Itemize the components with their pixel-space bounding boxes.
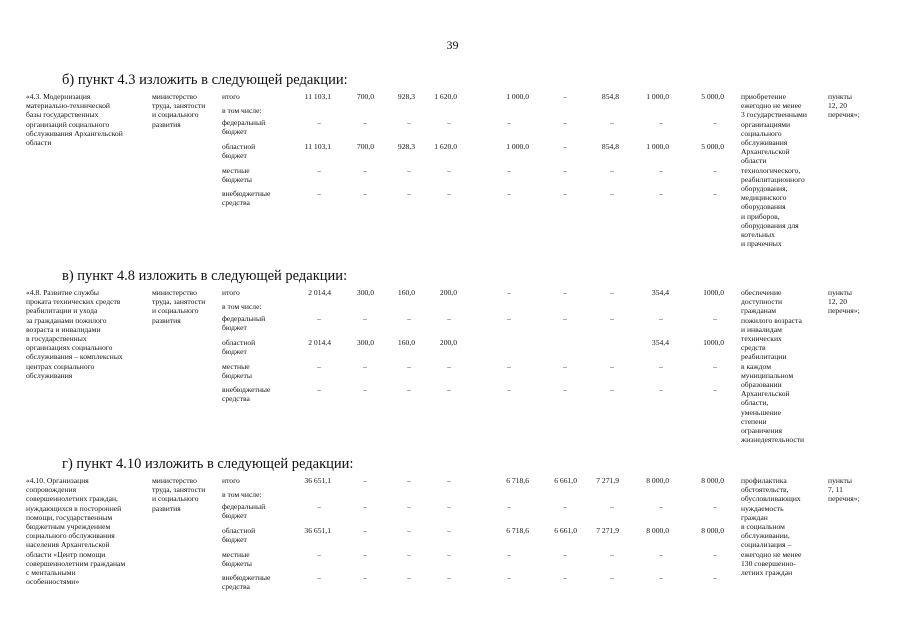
value-cell: – [563,288,567,297]
value-cell: – [610,118,614,127]
value-cell: 36 651,1 [304,526,331,535]
value-cell: – [610,166,614,175]
value-cell: 6 661,0 [554,476,577,485]
value-cell: – [317,118,321,127]
value-cell: – [563,573,567,582]
value-cell: – [563,166,567,175]
funding-source-label: внебюджетные средства [222,573,271,592]
value-cell: – [713,189,717,198]
value-cell: – [610,362,614,371]
funding-source-label: федеральный бюджет [222,502,266,521]
funding-source-label: федеральный бюджет [222,314,266,333]
value-cell: – [713,573,717,582]
value-cell: 6 718,6 [506,526,529,535]
section-heading: б) пункт 4.3 изложить в следующей редакции: [62,72,348,88]
value-cell: – [713,118,717,127]
funding-source-label: местные бюджеты [222,362,252,381]
value-cell: – [363,166,367,175]
expected-result: профилактика обстоятельств, обусловливающих нуждаемость граждан в социальном обслуживании, социализация – ежегодно не менее 130 совершенно- летних граждан [741,476,802,578]
value-cell: – [363,550,367,559]
executor: министерство труда, занятости и социального развития [152,92,206,129]
value-cell: – [610,573,614,582]
expected-result: приобретение ежегодно не менее 3 государственными организациями социального обслуживания Архангельской области технологического, реабилитационного оборудования, медицинского оборудования и приборов, оборудования для котельных и прачечных [741,92,807,249]
list-points: пункты 12, 20 перечня»; [828,92,860,120]
value-cell: – [317,314,321,323]
value-cell: – [610,189,614,198]
value-cell: – [317,502,321,511]
value-cell: – [317,573,321,582]
funding-source-label: итого [222,476,240,485]
value-cell: 8 000,0 [701,526,724,535]
value-cell: – [507,502,511,511]
section-heading: г) пункт 4.10 изложить в следующей редакции: [62,456,354,472]
value-cell: – [507,288,511,297]
value-cell: 1 620,0 [434,142,457,151]
value-cell: – [713,385,717,394]
value-cell: – [659,550,663,559]
value-cell: – [713,314,717,323]
value-cell: – [713,166,717,175]
value-cell: – [363,526,367,535]
value-cell: – [563,118,567,127]
value-cell: 854,8 [601,92,619,101]
value-cell: 700,0 [356,92,374,101]
value-cell: – [507,385,511,394]
value-cell: – [407,118,411,127]
funding-source-label: внебюджетные средства [222,385,271,404]
value-cell: 700,0 [356,142,374,151]
value-cell: – [563,189,567,198]
value-cell: – [447,314,451,323]
value-cell: – [447,362,451,371]
funding-source-label: итого [222,288,240,297]
value-cell: – [610,314,614,323]
value-cell: – [407,550,411,559]
value-cell: – [317,166,321,175]
funding-source-label: областной бюджет [222,142,256,161]
value-cell: 1 000,0 [646,142,669,151]
value-cell: – [563,385,567,394]
value-cell: – [407,314,411,323]
value-cell: 354,4 [651,338,669,347]
value-cell: – [507,118,511,127]
value-cell: – [659,314,663,323]
value-cell: 2 014,4 [308,338,331,347]
value-cell: – [507,166,511,175]
funding-source-label: областной бюджет [222,338,256,357]
value-cell: – [407,573,411,582]
value-cell: 36 651,1 [304,476,331,485]
funding-source-label: в том числе: [222,490,262,499]
value-cell: 7 271,9 [596,476,619,485]
value-cell: – [713,550,717,559]
value-cell: – [659,573,663,582]
value-cell: – [363,189,367,198]
value-cell: – [507,550,511,559]
value-cell: 1 000,0 [506,142,529,151]
value-cell: – [317,189,321,198]
value-cell: – [507,362,511,371]
value-cell: – [659,118,663,127]
list-points: пункты 12, 20 перечня»; [828,288,860,316]
executor: министерство труда, занятости и социального развития [152,476,206,513]
value-cell: – [407,502,411,511]
value-cell: – [713,362,717,371]
value-cell: 200,0 [439,338,457,347]
value-cell: – [363,573,367,582]
value-cell: 5 000,0 [701,92,724,101]
value-cell: 8 000,0 [701,476,724,485]
value-cell: – [447,476,451,485]
value-cell: – [659,362,663,371]
value-cell: – [659,385,663,394]
value-cell: 354,4 [651,288,669,297]
funding-source-label: итого [222,92,240,101]
value-cell: – [317,362,321,371]
value-cell: – [363,476,367,485]
value-cell: 5 000,0 [701,142,724,151]
value-cell: – [447,573,451,582]
value-cell: – [563,92,567,101]
value-cell: – [563,550,567,559]
value-cell: 1000,0 [703,288,724,297]
list-points: пункты 7, 11 перечня»; [828,476,860,504]
value-cell: 8 000,0 [646,476,669,485]
value-cell: 200,0 [439,288,457,297]
value-cell: – [407,476,411,485]
value-cell: 6 661,0 [554,526,577,535]
value-cell: – [317,385,321,394]
value-cell: 1 000,0 [506,92,529,101]
value-cell: 6 718,6 [506,476,529,485]
value-cell: 11 103,1 [304,92,331,101]
section-heading: в) пункт 4.8 изложить в следующей редакции: [62,268,348,284]
value-cell: 11 103,1 [304,142,331,151]
funding-source-label: федеральный бюджет [222,118,266,137]
value-cell: – [610,502,614,511]
value-cell: – [363,314,367,323]
value-cell: – [563,362,567,371]
value-cell: – [407,526,411,535]
value-cell: – [447,166,451,175]
funding-source-label: внебюджетные средства [222,189,271,208]
value-cell: – [447,118,451,127]
value-cell: – [610,288,614,297]
funding-source-label: в том числе: [222,106,262,115]
value-cell: 928,3 [397,142,415,151]
value-cell: – [659,502,663,511]
value-cell: – [363,362,367,371]
value-cell: – [363,502,367,511]
value-cell: 8 000,0 [646,526,669,535]
value-cell: – [659,189,663,198]
value-cell: – [507,573,511,582]
value-cell: – [507,314,511,323]
value-cell: – [407,166,411,175]
value-cell: – [447,550,451,559]
value-cell: – [563,142,567,151]
value-cell: – [363,118,367,127]
value-cell: 928,3 [397,92,415,101]
value-cell: – [610,385,614,394]
value-cell: 7 271,9 [596,526,619,535]
funding-source-label: местные бюджеты [222,166,252,185]
measure-name: «4.3. Модернизация материально-технической базы государственных организаций социального обслуживания Архангельской области [26,92,123,148]
value-cell: – [659,166,663,175]
value-cell: 1000,0 [703,338,724,347]
expected-result: обеспечение доступности гражданам пожилого возраста и инвалидам технических средств реабилитации в каждом муниципальном образовании Архангельской области, уменьшение степени ограничения жизнедеятельности [741,288,805,445]
value-cell: 160,0 [397,338,415,347]
value-cell: – [563,314,567,323]
executor: министерство труда, занятости и социального развития [152,288,206,325]
value-cell: 1 620,0 [434,92,457,101]
value-cell: – [407,189,411,198]
value-cell: – [447,385,451,394]
value-cell: – [610,550,614,559]
value-cell: – [407,385,411,394]
value-cell: – [563,502,567,511]
value-cell: 2 014,4 [308,288,331,297]
value-cell: – [713,502,717,511]
value-cell: 1 000,0 [646,92,669,101]
funding-source-label: областной бюджет [222,526,256,545]
value-cell: – [407,362,411,371]
value-cell: 300,0 [356,338,374,347]
value-cell: – [447,526,451,535]
value-cell: 854,8 [601,142,619,151]
value-cell: 160,0 [397,288,415,297]
value-cell: – [317,550,321,559]
value-cell: – [447,502,451,511]
value-cell: – [363,385,367,394]
measure-name: «4.8. Развитие службы проката технических средств реабилитации и ухода за гражданами пожилого возраста и инвалидами в государственных организациях социального обслуживания – комплексных центрах социального обслуживания [26,288,123,380]
funding-source-label: местные бюджеты [222,550,252,569]
measure-name: «4.10. Организация сопровождения совершеннолетних граждан, нуждающихся в посторонней помощи, государственным бюджетным учреждением социального обслуживания населения Архангельской области «Центр помощи совершеннолетним гражданам с ментальными особенностями» [26,476,126,587]
funding-source-label: в том числе: [222,302,262,311]
value-cell: – [447,189,451,198]
value-cell: 300,0 [356,288,374,297]
value-cell: – [507,189,511,198]
page-number: 39 [446,38,459,52]
